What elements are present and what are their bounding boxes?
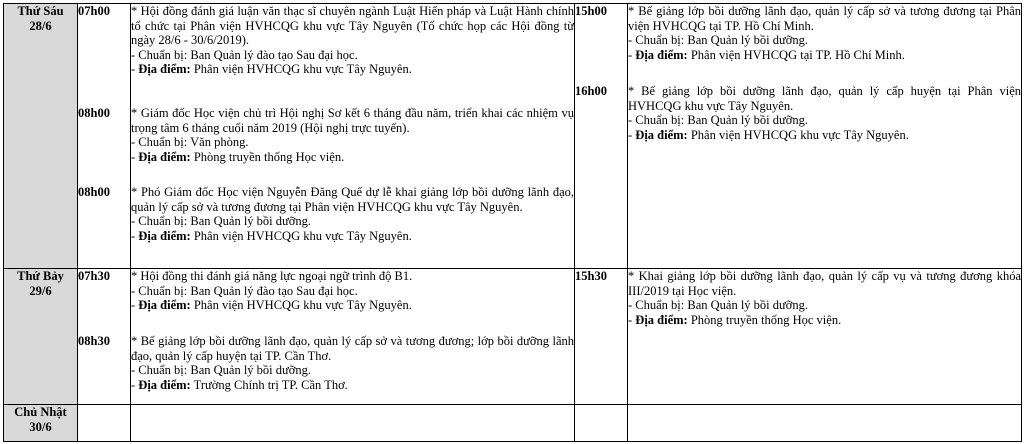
afternoon-events-column (628, 269, 1022, 405)
event-prep (628, 113, 1021, 128)
event-time: 15h00 (575, 4, 607, 18)
day-name: Thứ Bảy (17, 269, 64, 283)
event-prep (628, 298, 1021, 313)
day-name: Chủ Nhật (14, 405, 67, 419)
afternoon-events-column (628, 4, 1022, 269)
event-item (131, 4, 574, 106)
day-row-sunday (4, 405, 1022, 442)
day-cell (4, 4, 78, 269)
place-label: Địa điểm: (138, 62, 191, 76)
event-description: * Bế giảng lớp bồi dưỡng lãnh đạo, quản lý cấp sở và tương đương; lớp bồi dưỡng lãnh đạo, quản lý cấp huyện tại TP. Cần Thơ. (131, 334, 574, 363)
day-name: Thứ Sáu (17, 4, 64, 18)
prep-label: - Chuẩn bị: (131, 214, 188, 228)
event-place: - Địa điểm: Phòng truyền thống Học viện. (131, 149, 345, 164)
place-label: Địa điểm: (635, 127, 688, 142)
event-description: * Bế giảng lớp bồi dưỡng lãnh đạo, quản lý cấp huyện tại Phân viện HVHCQG khu vực Tây Nguyên. (628, 84, 1021, 113)
afternoon-time-column (575, 4, 628, 269)
day-cell (4, 405, 78, 442)
morning-events-column (131, 405, 575, 442)
place-value: Phân viện HVHCQG khu vực Tây Nguyên. (193, 298, 412, 312)
day-row-friday (4, 4, 1022, 269)
place-value: Phân viện HVHCQG tại TP. Hồ Chí Minh. (690, 47, 905, 62)
place-value: Phòng truyền thống Học viện. (690, 312, 842, 327)
event-place: - Địa điểm: Phân viện HVHCQG khu vực Tây Nguyên. (131, 298, 412, 312)
event-prep (628, 33, 1021, 48)
morning-time-column (78, 405, 131, 442)
event-item (628, 84, 1021, 142)
prep-value: Ban Quản lý bồi dưỡng. (687, 33, 809, 47)
place-label: Địa điểm: (635, 312, 688, 327)
event-time: 16h00 (575, 84, 607, 98)
event-item (628, 4, 1021, 84)
prep-value: Văn phòng. (190, 135, 249, 149)
event-time: 07h00 (78, 4, 110, 18)
place-label: Địa điểm: (138, 228, 191, 243)
event-time: 08h00 (78, 185, 110, 199)
event-time: 08h00 (78, 106, 110, 120)
morning-time-column (78, 269, 131, 405)
event-time: 15h30 (575, 269, 607, 283)
event-item (131, 269, 574, 334)
place-label: Địa điểm: (138, 298, 191, 312)
prep-label: - Chuẩn bị: (131, 283, 188, 298)
prep-value: Ban Quản lý đào tạo Sau đại học. (190, 283, 358, 298)
day-row-saturday (4, 269, 1022, 405)
event-place: - Địa điểm: Phân viện HVHCQG khu vực Tây Nguyên. (628, 127, 909, 142)
afternoon-time-column (575, 269, 628, 405)
place-value: Phân viện HVHCQG khu vực Tây Nguyên. (193, 62, 412, 76)
event-time: 07h30 (78, 269, 110, 283)
day-date: 30/6 (29, 420, 52, 434)
place-label: Địa điểm: (635, 47, 688, 62)
morning-events-column (131, 269, 575, 405)
event-prep (131, 135, 574, 150)
prep-value: Ban Quản lý bồi dưỡng. (687, 113, 809, 127)
place-value: Phòng truyền thống Học viện. (193, 149, 345, 164)
event-time: 08h30 (78, 334, 110, 348)
event-description: * Phó Giám đốc Học viện Nguyễn Đăng Quế dự lễ khai giảng lớp bồi dưỡng lãnh đạo, quản lý cấp sở và tương đương tại Phân viện HVHCQG khu vực Tây Nguyên. (131, 185, 574, 214)
event-place: - Địa điểm: Phân viện HVHCQG khu vực Tây Nguyên. (131, 62, 412, 76)
afternoon-time-column (575, 405, 628, 442)
morning-time-column (78, 4, 131, 269)
event-item (628, 269, 1021, 327)
event-item (131, 334, 574, 392)
event-item (131, 185, 574, 243)
event-place: - Địa điểm: Phân viện HVHCQG tại TP. Hồ Chí Minh. (628, 47, 905, 62)
place-label: Địa điểm: (138, 377, 191, 392)
place-value: Phân viện HVHCQG khu vực Tây Nguyên. (690, 127, 909, 142)
prep-label: - Chuẩn bị: (628, 113, 685, 127)
schedule-table (3, 3, 1022, 442)
prep-label: - Chuẩn bị: (131, 47, 188, 62)
prep-label: - Chuẩn bị: (628, 298, 685, 312)
day-cell (4, 269, 78, 405)
event-prep (131, 284, 574, 299)
morning-events-column (131, 4, 575, 269)
event-description: * Giám đốc Học viện chủ trì Hội nghị Sơ kết 6 tháng đầu năm, triển khai các nhiệm vụ trọng tâm 6 tháng cuối năm 2019 (Hội nghị trực tuyến). (131, 106, 574, 135)
event-place: - Địa điểm: Trường Chính trị TP. Cần Thơ. (131, 377, 348, 392)
place-label: Địa điểm: (138, 149, 191, 164)
place-value: Phân viện HVHCQG khu vực Tây Nguyên. (193, 228, 412, 243)
prep-value: Ban Quản lý bồi dưỡng. (687, 298, 809, 312)
prep-label: - Chuẩn bị: (628, 33, 685, 47)
prep-value: Ban Quản lý đào tạo Sau đại học. (190, 47, 358, 62)
event-place: - Địa điểm: Phân viện HVHCQG khu vực Tây Nguyên. (131, 228, 412, 243)
day-date: 28/6 (29, 19, 52, 33)
event-description: * Hội đồng đánh giá luận văn thạc sĩ chuyên ngành Luật Hiến pháp và Luật Hành chính tổ chức tại Phân viện HVHCQG khu vực Tây Nguyên (Tổ chức họp các Hội đồng từ ngày 28/6 - 30/6/2019). (131, 4, 574, 47)
event-prep (131, 214, 574, 229)
prep-value: Ban Quản lý bồi dưỡng. (190, 214, 312, 228)
event-prep (131, 363, 574, 378)
event-item (131, 106, 574, 185)
event-prep (131, 48, 574, 63)
event-description: * Khai giảng lớp bồi dưỡng lãnh đạo, quản lý cấp vụ và tương đương khóa III/2019 tại Học viện. (628, 269, 1021, 298)
day-date: 29/6 (29, 284, 52, 298)
event-place: - Địa điểm: Phòng truyền thống Học viện. (628, 312, 842, 327)
afternoon-events-column (628, 405, 1022, 442)
place-value: Trường Chính trị TP. Cần Thơ. (193, 377, 348, 392)
prep-value: Ban Quản lý bồi dưỡng. (190, 363, 312, 377)
event-description: * Hội đồng thi đánh giá năng lực ngoại ngữ trình độ B1. (131, 269, 413, 283)
prep-label: - Chuẩn bị: (131, 135, 188, 149)
prep-label: - Chuẩn bị: (131, 363, 188, 377)
event-description: * Bế giảng lớp bồi dưỡng lãnh đạo, quản lý cấp sở và tương đương tại Phân viện HVHCQG tại TP. Hồ Chí Minh. (628, 4, 1021, 33)
